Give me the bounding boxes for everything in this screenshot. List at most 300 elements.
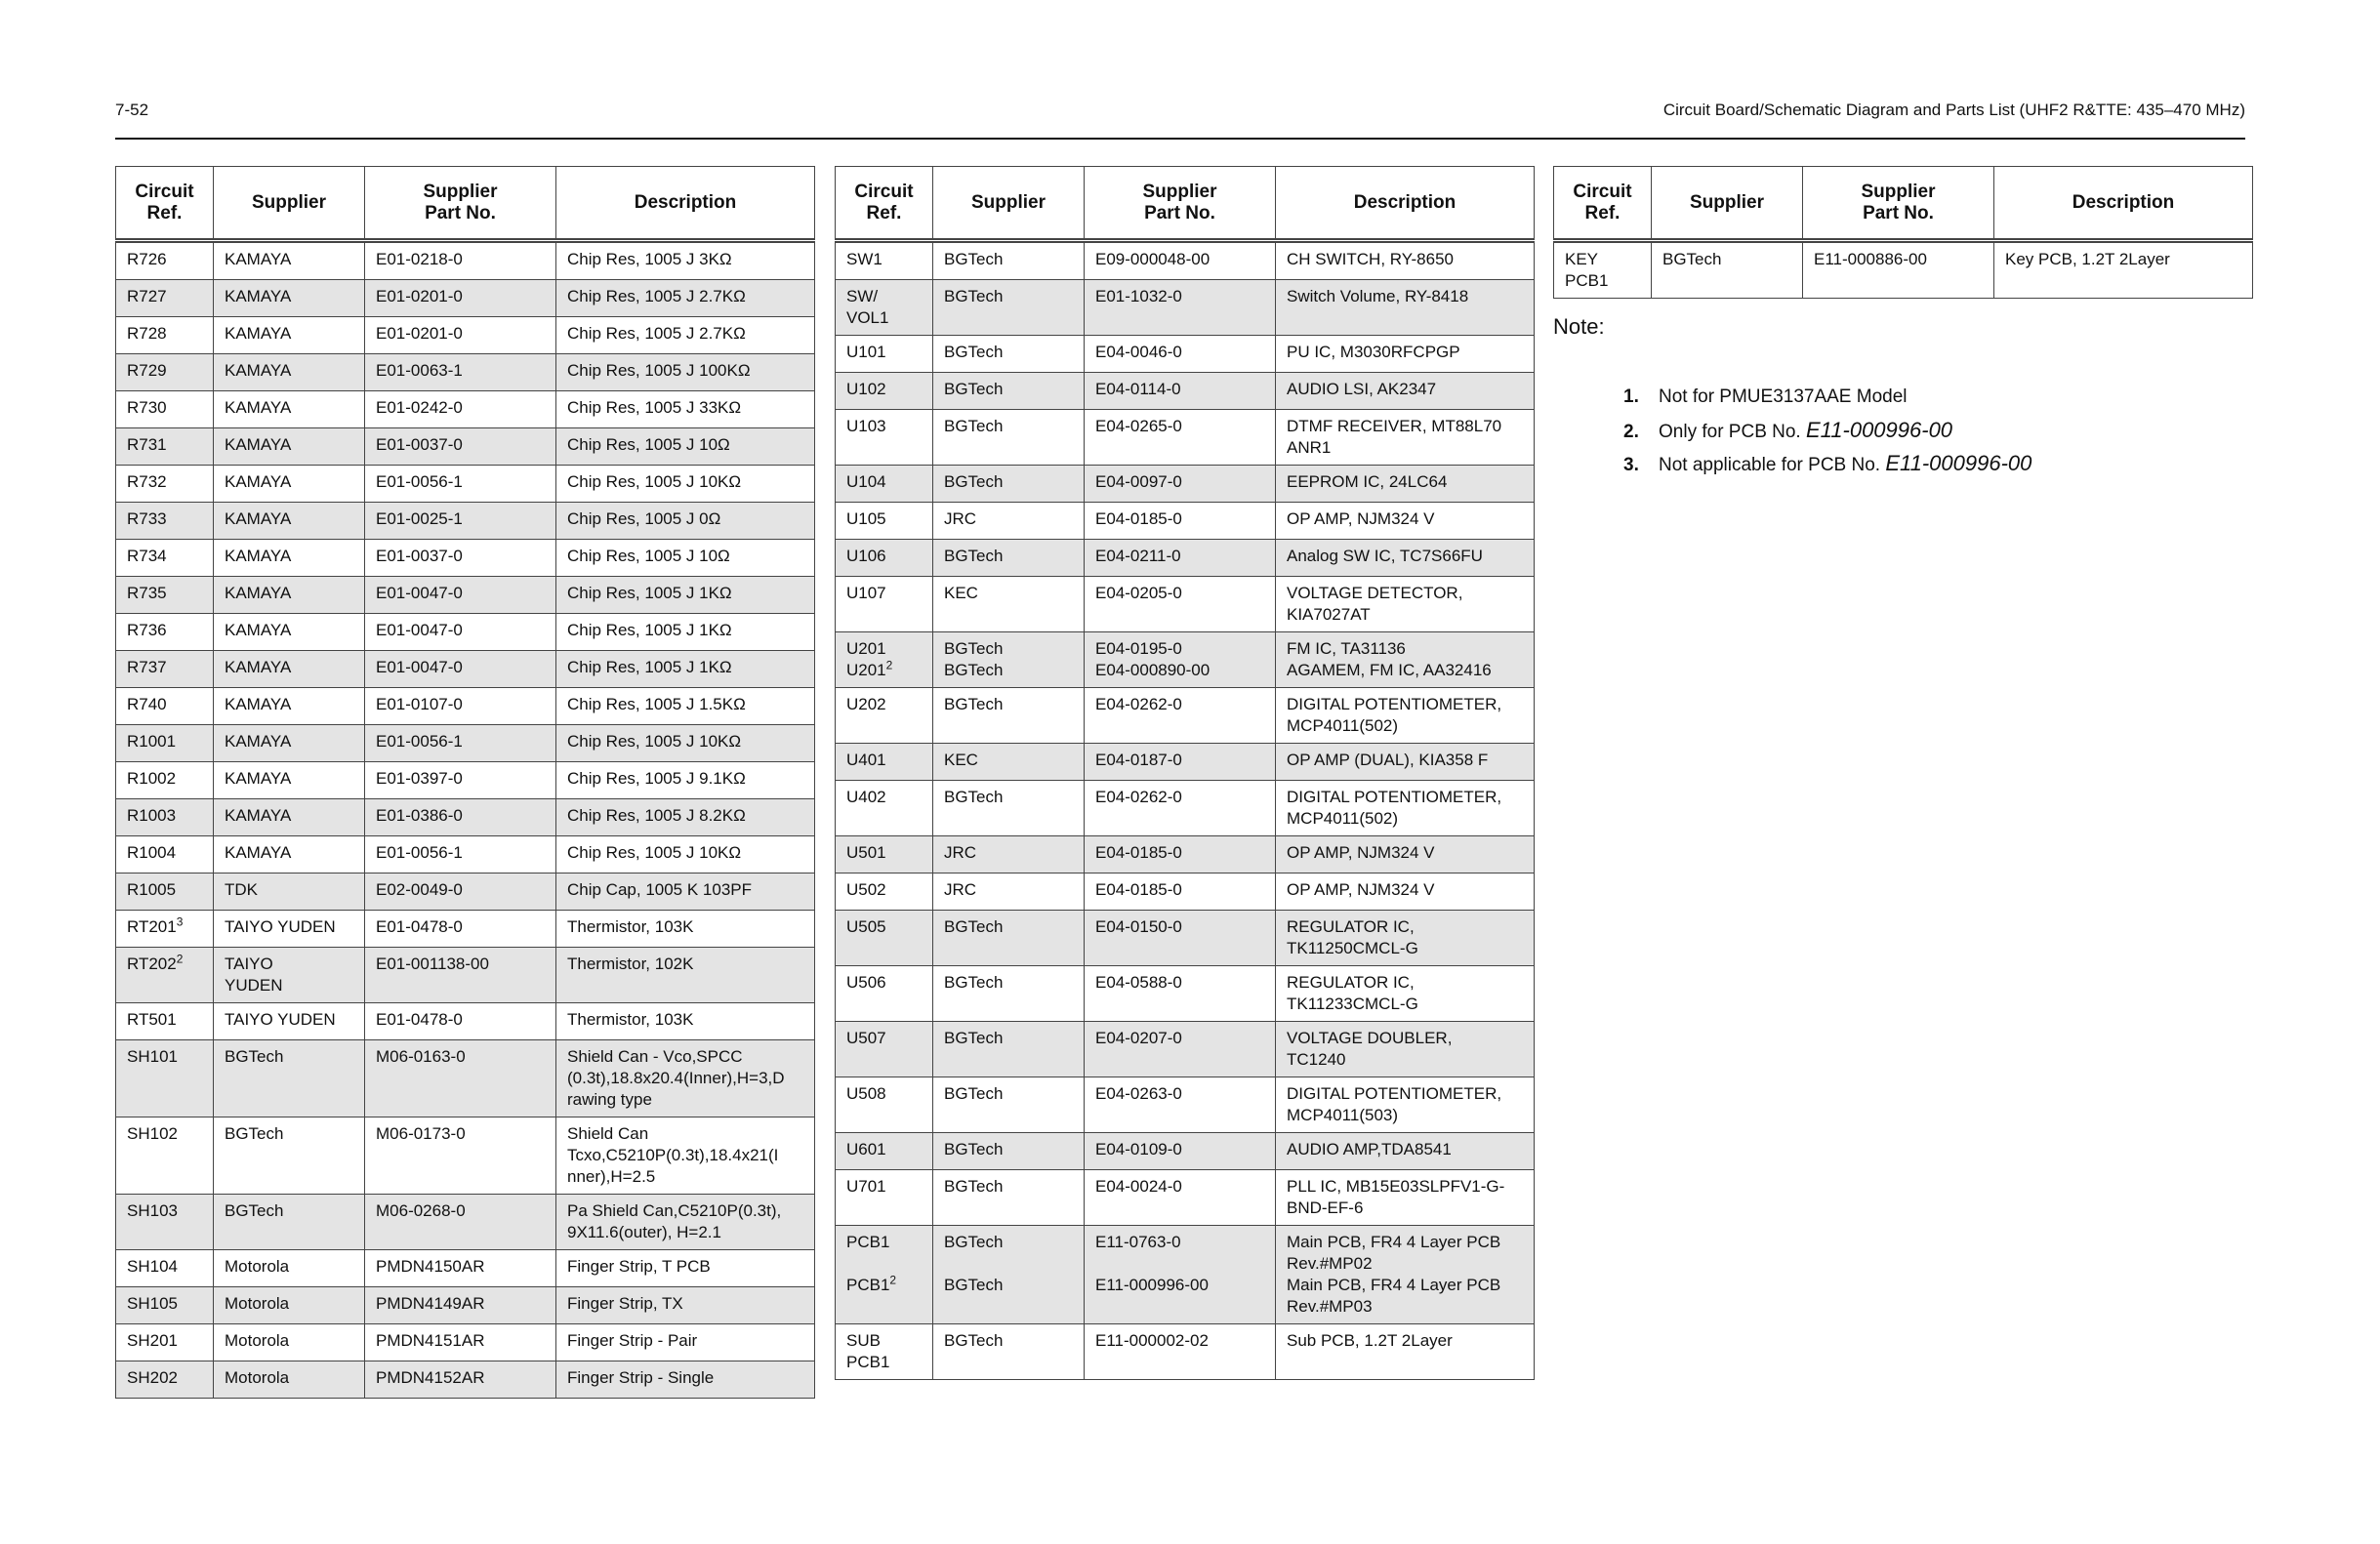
cell-supplier: KAMAYA [214, 799, 365, 836]
cell-part-no: E01-0386-0 [365, 799, 556, 836]
table-row [836, 874, 1535, 911]
cell-supplier: Motorola [214, 1250, 365, 1287]
cell-part-no: PMDN4152AR [365, 1361, 556, 1399]
col-header-supplier-part-no: Supplier Part No. [1803, 167, 1994, 241]
table-row [1554, 241, 2253, 299]
circuit-ref-text: RT201 [127, 917, 177, 936]
cell-circuit-ref [116, 799, 214, 836]
cell-part-no: E01-1032-0 [1085, 280, 1276, 336]
note-number: 1. [1623, 386, 1639, 407]
circuit-ref-text: SH103 [127, 1201, 178, 1220]
note-text: Not for PMUE3137AAE Model [1659, 386, 1908, 407]
cell-circuit-ref [116, 1324, 214, 1361]
cell-circuit-ref [836, 336, 933, 373]
table-row [116, 577, 815, 614]
note-item [1623, 381, 2031, 414]
cell-circuit-ref [116, 725, 214, 762]
cell-circuit-ref [836, 1324, 933, 1380]
cell-part-no: E04-0262-0 [1085, 688, 1276, 744]
table-row [116, 688, 815, 725]
cell-circuit-ref [116, 1040, 214, 1117]
cell-supplier: BGTech [214, 1195, 365, 1250]
cell-part-no: E01-0056-1 [365, 836, 556, 874]
table-row [116, 836, 815, 874]
circuit-ref-text: R728 [127, 324, 167, 343]
cell-description: Thermistor, 102K [556, 948, 815, 1003]
cell-circuit-ref [836, 1170, 933, 1226]
cell-description: DIGITAL POTENTIOMETER, MCP4011(503) [1276, 1077, 1535, 1133]
cell-description: Chip Res, 1005 J 10KΩ [556, 725, 815, 762]
cell-circuit-ref [836, 1226, 933, 1324]
col-header-description: Description [556, 167, 815, 241]
table-row [116, 540, 815, 577]
col-header-supplier: Supplier [214, 167, 365, 241]
table-row [116, 280, 815, 317]
cell-part-no: E01-0056-1 [365, 725, 556, 762]
cell-supplier: BGTech [933, 280, 1085, 336]
note-reference: 2 [176, 952, 184, 966]
cell-description: Chip Res, 1005 J 1KΩ [556, 614, 815, 651]
col-header-supplier: Supplier [933, 167, 1085, 241]
cell-part-no: E01-0478-0 [365, 911, 556, 948]
table-row [836, 836, 1535, 874]
cell-supplier: KAMAYA [214, 651, 365, 688]
cell-part-no: E04-0263-0 [1085, 1077, 1276, 1133]
table-header-row [1554, 167, 2253, 241]
cell-description: Chip Res, 1005 J 0Ω [556, 503, 815, 540]
table-row [836, 1324, 1535, 1380]
circuit-ref-text: U508 [846, 1084, 886, 1103]
table-row [836, 1133, 1535, 1170]
cell-supplier: BGTech [933, 466, 1085, 503]
table-row [836, 466, 1535, 503]
circuit-ref-text: R733 [127, 509, 167, 528]
cell-circuit-ref [836, 911, 933, 966]
cell-part-no: M06-0173-0 [365, 1117, 556, 1195]
cell-circuit-ref [836, 1133, 933, 1170]
circuit-ref-text: R740 [127, 695, 167, 713]
cell-part-no: E01-0201-0 [365, 280, 556, 317]
note-item [1623, 414, 2031, 447]
cell-description: Shield Can - Vco,SPCC (0.3t),18.8x20.4(Inner),H=3,D rawing type [556, 1040, 815, 1117]
cell-part-no: E01-0056-1 [365, 466, 556, 503]
cell-circuit-ref [116, 911, 214, 948]
cell-part-no: E01-0047-0 [365, 651, 556, 688]
cell-supplier: KAMAYA [214, 466, 365, 503]
cell-supplier: KAMAYA [214, 391, 365, 428]
circuit-ref-text: R1003 [127, 806, 177, 825]
cell-circuit-ref [836, 1077, 933, 1133]
cell-description: VOLTAGE DETECTOR, KIA7027AT [1276, 577, 1535, 632]
cell-description: DIGITAL POTENTIOMETER, MCP4011(502) [1276, 781, 1535, 836]
cell-description: Sub PCB, 1.2T 2Layer [1276, 1324, 1535, 1380]
cell-part-no: E04-0207-0 [1085, 1022, 1276, 1077]
table-row [116, 354, 815, 391]
cell-description: Chip Res, 1005 J 10Ω [556, 428, 815, 466]
note-number: 2. [1623, 422, 1639, 442]
cell-supplier: Motorola [214, 1287, 365, 1324]
table-row [836, 688, 1535, 744]
cell-part-no: E04-0185-0 [1085, 836, 1276, 874]
cell-part-no: E09-000048-00 [1085, 241, 1276, 280]
cell-circuit-ref [836, 410, 933, 466]
cell-supplier: Motorola [214, 1361, 365, 1399]
cell-part-no: M06-0268-0 [365, 1195, 556, 1250]
cell-circuit-ref [116, 428, 214, 466]
cell-description: Finger Strip - Pair [556, 1324, 815, 1361]
cell-part-no: E04-0185-0 [1085, 874, 1276, 911]
cell-supplier: BGTech [933, 336, 1085, 373]
cell-part-no: E04-0024-0 [1085, 1170, 1276, 1226]
cell-part-no: E11-000002-02 [1085, 1324, 1276, 1380]
cell-circuit-ref [836, 781, 933, 836]
cell-supplier: KEC [933, 744, 1085, 781]
cell-supplier: BGTech [933, 540, 1085, 577]
cell-circuit-ref [836, 1022, 933, 1077]
cell-part-no: E01-0201-0 [365, 317, 556, 354]
cell-description: AUDIO AMP,TDA8541 [1276, 1133, 1535, 1170]
note-reference: 2 [889, 1273, 897, 1287]
table-row [836, 911, 1535, 966]
cell-description: Finger Strip - Single [556, 1361, 815, 1399]
cell-circuit-ref [116, 1003, 214, 1040]
cell-circuit-ref [116, 354, 214, 391]
cell-description: FM IC, TA31136 AGAMEM, FM IC, AA32416 [1276, 632, 1535, 688]
col-header-supplier-part-no: Supplier Part No. [365, 167, 556, 241]
circuit-ref-text: U202 [846, 695, 886, 713]
note-pcb-number: E11-000996-00 [1806, 418, 1953, 442]
cell-description: OP AMP, NJM324 V [1276, 503, 1535, 540]
cell-supplier: KAMAYA [214, 503, 365, 540]
cell-supplier: BGTech [214, 1040, 365, 1117]
cell-part-no: E01-0025-1 [365, 503, 556, 540]
table-row [116, 911, 815, 948]
table-row [116, 241, 815, 280]
circuit-ref-text: SH105 [127, 1294, 178, 1313]
table-row [116, 1040, 815, 1117]
table-row [836, 577, 1535, 632]
notes-title: Note: [1553, 314, 1605, 339]
table-row [836, 1022, 1535, 1077]
cell-part-no: E01-0037-0 [365, 540, 556, 577]
cell-supplier: BGTech [933, 1077, 1085, 1133]
circuit-ref-text: RT501 [127, 1010, 177, 1029]
cell-part-no: E04-0097-0 [1085, 466, 1276, 503]
cell-description: Thermistor, 103K [556, 911, 815, 948]
col-header-supplier: Supplier [1652, 167, 1803, 241]
table-row [836, 373, 1535, 410]
cell-supplier: KAMAYA [214, 614, 365, 651]
circuit-ref-text: U105 [846, 509, 886, 528]
cell-description: PU IC, M3030RFCPGP [1276, 336, 1535, 373]
cell-supplier: KAMAYA [214, 762, 365, 799]
table-row [116, 948, 815, 1003]
table-row [836, 540, 1535, 577]
cell-description: DTMF RECEIVER, MT88L70 ANR1 [1276, 410, 1535, 466]
cell-supplier: KAMAYA [214, 688, 365, 725]
table-row [116, 799, 815, 836]
cell-description: Chip Res, 1005 J 1.5KΩ [556, 688, 815, 725]
circuit-ref-text: U402 [846, 788, 886, 806]
cell-circuit-ref [836, 241, 933, 280]
circuit-ref-text: U107 [846, 584, 886, 602]
cell-part-no: E01-0478-0 [365, 1003, 556, 1040]
col-header-description: Description [1276, 167, 1535, 241]
circuit-ref-text: SW1 [846, 250, 882, 268]
cell-description: Main PCB, FR4 4 Layer PCB Rev.#MP02 Main PCB, FR4 4 Layer PCB Rev.#MP03 [1276, 1226, 1535, 1324]
cell-description: Chip Res, 1005 J 100KΩ [556, 354, 815, 391]
circuit-ref-text: U104 [846, 472, 886, 491]
cell-description: Shield Can Tcxo,C5210P(0.3t),18.4x21(I nner),H=2.5 [556, 1117, 815, 1195]
cell-part-no: E04-0205-0 [1085, 577, 1276, 632]
col-header-circuit-ref: Circuit Ref. [836, 167, 933, 241]
parts-table-3 [1553, 166, 2253, 299]
circuit-ref-text: R736 [127, 621, 167, 639]
circuit-ref-text: R727 [127, 287, 167, 305]
circuit-ref-text: U101 [846, 343, 886, 361]
cell-description: Chip Res, 1005 J 3KΩ [556, 241, 815, 280]
cell-part-no: PMDN4149AR [365, 1287, 556, 1324]
cell-supplier: BGTech [933, 373, 1085, 410]
cell-circuit-ref [836, 874, 933, 911]
table-row [116, 428, 815, 466]
circuit-ref-text: R732 [127, 472, 167, 491]
circuit-ref-text: KEY PCB1 [1565, 250, 1609, 290]
table-row [116, 503, 815, 540]
cell-part-no: E11-0763-0 E11-000996-00 [1085, 1226, 1276, 1324]
col-header-circuit-ref: Circuit Ref. [1554, 167, 1652, 241]
table-row [836, 744, 1535, 781]
cell-supplier: Motorola [214, 1324, 365, 1361]
circuit-ref-text: RT202 [127, 955, 177, 973]
cell-circuit-ref [836, 373, 933, 410]
circuit-ref-text: U501 [846, 843, 886, 862]
circuit-ref-text: SH102 [127, 1124, 178, 1143]
cell-circuit-ref [116, 688, 214, 725]
table-row [116, 725, 815, 762]
cell-description: Finger Strip, TX [556, 1287, 815, 1324]
cell-description: Chip Res, 1005 J 2.7KΩ [556, 280, 815, 317]
cell-supplier: BGTech [933, 1324, 1085, 1380]
table-row [116, 1117, 815, 1195]
note-number: 3. [1623, 455, 1639, 475]
cell-part-no: E01-0107-0 [365, 688, 556, 725]
table-row [836, 966, 1535, 1022]
circuit-ref-text: R1005 [127, 880, 177, 899]
circuit-ref-text: R731 [127, 435, 167, 454]
notes-list [1623, 381, 2031, 480]
cell-circuit-ref [836, 688, 933, 744]
col-header-description: Description [1994, 167, 2253, 241]
cell-part-no: E04-0211-0 [1085, 540, 1276, 577]
table-row [116, 391, 815, 428]
cell-description: REGULATOR IC, TK11250CMCL-G [1276, 911, 1535, 966]
table-row [116, 1361, 815, 1399]
cell-circuit-ref [116, 1361, 214, 1399]
table-row [836, 632, 1535, 688]
cell-description: Pa Shield Can,C5210P(0.3t), 9X11.6(outer), H=2.1 [556, 1195, 815, 1250]
cell-supplier: KAMAYA [214, 540, 365, 577]
cell-supplier: KAMAYA [214, 725, 365, 762]
cell-supplier: KAMAYA [214, 354, 365, 391]
cell-part-no: E01-0242-0 [365, 391, 556, 428]
cell-supplier: JRC [933, 874, 1085, 911]
cell-part-no: E04-0187-0 [1085, 744, 1276, 781]
cell-part-no: E04-0262-0 [1085, 781, 1276, 836]
note-reference: 3 [176, 914, 184, 929]
col-header-supplier-part-no: Supplier Part No. [1085, 167, 1276, 241]
circuit-ref-text: R730 [127, 398, 167, 417]
cell-supplier: JRC [933, 836, 1085, 874]
table-row [116, 317, 815, 354]
cell-circuit-ref [116, 1250, 214, 1287]
cell-part-no: PMDN4150AR [365, 1250, 556, 1287]
cell-supplier: BGTech [933, 966, 1085, 1022]
cell-circuit-ref [116, 577, 214, 614]
circuit-ref-text: SH201 [127, 1331, 178, 1350]
cell-part-no: E01-0047-0 [365, 577, 556, 614]
cell-supplier: BGTech BGTech [933, 632, 1085, 688]
cell-circuit-ref [116, 762, 214, 799]
table-row [836, 1077, 1535, 1133]
cell-supplier: TAIYO YUDEN [214, 1003, 365, 1040]
cell-description: CH SWITCH, RY-8650 [1276, 241, 1535, 280]
cell-part-no: E01-0047-0 [365, 614, 556, 651]
circuit-ref-text: R734 [127, 547, 167, 565]
cell-supplier: BGTech [933, 1170, 1085, 1226]
table-row [116, 1287, 815, 1324]
table-row [836, 1226, 1535, 1324]
cell-description: PLL IC, MB15E03SLPFV1-G- BND-EF-6 [1276, 1170, 1535, 1226]
cell-description: OP AMP, NJM324 V [1276, 874, 1535, 911]
cell-supplier: KAMAYA [214, 241, 365, 280]
cell-circuit-ref [836, 966, 933, 1022]
cell-circuit-ref [116, 874, 214, 911]
cell-description: Thermistor, 103K [556, 1003, 815, 1040]
cell-supplier: KEC [933, 577, 1085, 632]
cell-description: VOLTAGE DOUBLER, TC1240 [1276, 1022, 1535, 1077]
col-header-circuit-ref: Circuit Ref. [116, 167, 214, 241]
circuit-ref-text: U502 [846, 880, 886, 899]
table-row [836, 280, 1535, 336]
circuit-ref-text: U505 [846, 917, 886, 936]
cell-description: Chip Cap, 1005 K 103PF [556, 874, 815, 911]
cell-part-no: PMDN4151AR [365, 1324, 556, 1361]
cell-part-no: E01-0397-0 [365, 762, 556, 799]
cell-supplier: TAIYO YUDEN [214, 911, 365, 948]
cell-supplier: BGTech [214, 1117, 365, 1195]
table-row [836, 781, 1535, 836]
cell-description: Finger Strip, T PCB [556, 1250, 815, 1287]
cell-circuit-ref [836, 577, 933, 632]
cell-circuit-ref [836, 280, 933, 336]
cell-supplier: BGTech [933, 410, 1085, 466]
cell-circuit-ref [116, 836, 214, 874]
cell-supplier: TDK [214, 874, 365, 911]
circuit-ref-text: U506 [846, 973, 886, 992]
table-row [836, 410, 1535, 466]
cell-description: EEPROM IC, 24LC64 [1276, 466, 1535, 503]
table-row [836, 1170, 1535, 1226]
circuit-ref-text: SH202 [127, 1368, 178, 1387]
cell-description: Chip Res, 1005 J 1KΩ [556, 651, 815, 688]
cell-part-no: E04-0185-0 [1085, 503, 1276, 540]
cell-supplier: KAMAYA [214, 577, 365, 614]
note-text: Not applicable for PCB No. [1659, 455, 1886, 475]
table-header-row [116, 167, 815, 241]
cell-part-no: E02-0049-0 [365, 874, 556, 911]
cell-description: Switch Volume, RY-8418 [1276, 280, 1535, 336]
cell-description: Analog SW IC, TC7S66FU [1276, 540, 1535, 577]
cell-description: DIGITAL POTENTIOMETER, MCP4011(502) [1276, 688, 1535, 744]
cell-part-no: E04-0046-0 [1085, 336, 1276, 373]
cell-circuit-ref [836, 744, 933, 781]
cell-description: Chip Res, 1005 J 1KΩ [556, 577, 815, 614]
cell-supplier: BGTech [933, 1022, 1085, 1077]
cell-circuit-ref [116, 1287, 214, 1324]
table-row [836, 241, 1535, 280]
cell-circuit-ref [116, 317, 214, 354]
cell-part-no: E04-0150-0 [1085, 911, 1276, 966]
cell-description: Chip Res, 1005 J 33KΩ [556, 391, 815, 428]
circuit-ref-text: R729 [127, 361, 167, 380]
table-row [116, 762, 815, 799]
cell-circuit-ref [116, 503, 214, 540]
cell-part-no: E01-0063-1 [365, 354, 556, 391]
cell-supplier: BGTech [933, 911, 1085, 966]
cell-supplier: BGTech [1652, 241, 1803, 299]
cell-circuit-ref [116, 1117, 214, 1195]
circuit-ref-text: U701 [846, 1177, 886, 1196]
cell-part-no: E04-0195-0 E04-000890-00 [1085, 632, 1276, 688]
circuit-ref-text: U601 [846, 1140, 886, 1158]
cell-supplier: BGTech [933, 688, 1085, 744]
circuit-ref-text: R735 [127, 584, 167, 602]
page-header-title: Circuit Board/Schematic Diagram and Parts List (UHF2 R&TTE: 435–470 MHz) [1662, 101, 2245, 119]
cell-circuit-ref [116, 466, 214, 503]
table-row [116, 1195, 815, 1250]
circuit-ref-text: SH101 [127, 1047, 178, 1066]
parts-table-2 [835, 166, 1535, 1380]
table-row [836, 336, 1535, 373]
circuit-ref-text: U401 [846, 751, 886, 769]
cell-description: AUDIO LSI, AK2347 [1276, 373, 1535, 410]
circuit-ref-text: R1002 [127, 769, 177, 788]
cell-description: Chip Res, 1005 J 10KΩ [556, 466, 815, 503]
cell-description: Chip Res, 1005 J 8.2KΩ [556, 799, 815, 836]
table-row [116, 614, 815, 651]
cell-circuit-ref [836, 540, 933, 577]
cell-circuit-ref [116, 614, 214, 651]
cell-circuit-ref [116, 280, 214, 317]
table-row [116, 466, 815, 503]
circuit-ref-text: SH104 [127, 1257, 178, 1276]
table-header-row [836, 167, 1535, 241]
cell-supplier: KAMAYA [214, 836, 365, 874]
cell-circuit-ref [116, 241, 214, 280]
cell-part-no: M06-0163-0 [365, 1040, 556, 1117]
cell-circuit-ref [1554, 241, 1652, 299]
cell-circuit-ref [836, 632, 933, 688]
circuit-ref-text: U201 U201 [846, 639, 886, 679]
cell-description: REGULATOR IC, TK11233CMCL-G [1276, 966, 1535, 1022]
cell-description: Chip Res, 1005 J 9.1KΩ [556, 762, 815, 799]
cell-description: Chip Res, 1005 J 10KΩ [556, 836, 815, 874]
page-number: 7-52 [115, 101, 149, 119]
cell-circuit-ref [836, 466, 933, 503]
cell-description: OP AMP, NJM324 V [1276, 836, 1535, 874]
table-row [116, 1324, 815, 1361]
